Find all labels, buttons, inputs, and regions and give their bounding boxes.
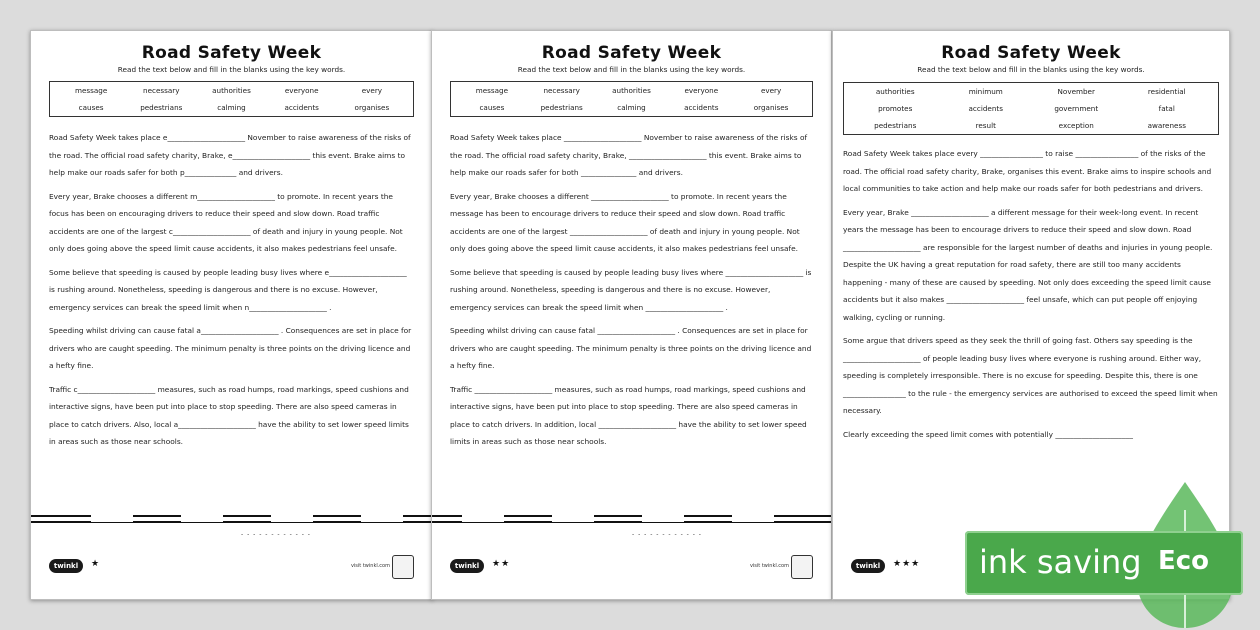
keyword: everyone <box>284 86 319 95</box>
keyword: message <box>475 86 509 95</box>
keyword: calming <box>617 103 646 112</box>
page-footer <box>450 553 813 583</box>
paragraph: Speeding whilst driving can cause fatal a_____________________ . Consequences are set in place for drivers who are caught speeding. The minimum penalty is three points on the driving licence and a hefty fine. <box>49 326 412 370</box>
keyword-box <box>450 81 813 117</box>
keyword: authorities <box>875 87 915 96</box>
keyword: every <box>760 86 782 95</box>
worksheet-instruction: Read the text below and fill in the blanks using the key words. <box>517 65 746 74</box>
worksheet-1-star <box>30 30 433 600</box>
road-dots: - - - - - - - - - - - - <box>241 531 311 538</box>
keyword: November <box>1057 87 1095 96</box>
keyword: promotes <box>878 104 913 113</box>
keyword: authorities <box>612 86 651 95</box>
keyword: accidents <box>684 103 719 112</box>
paragraph: Clearly exceeding the speed limit comes with potentially _____________________ <box>843 429 1133 439</box>
worksheet-title: Road Safety Week <box>141 43 322 63</box>
keyword-box <box>49 81 414 117</box>
quality-badge-icon <box>791 555 813 579</box>
eco-label: Eco <box>1158 546 1210 576</box>
difficulty-stars: ★★ <box>492 559 511 569</box>
twinkl-logo: twinkl <box>49 559 83 573</box>
paragraph: Traffic c_____________________ measures, such as road humps, road markings, speed cushions and interactive signs, have been put into place to stop speeding. There are also speed cameras in place to catch drivers. Also, local a_____________________ have the ability to set lower speed limits in areas such as those near schools. <box>49 384 409 446</box>
road-border <box>432 511 831 523</box>
difficulty-stars: ★★★ <box>893 559 921 569</box>
worksheet-body <box>450 129 813 451</box>
twinkl-logo: twinkl <box>851 559 885 573</box>
road-border <box>31 511 432 523</box>
road-dots: - - - - - - - - - - - - <box>632 531 702 538</box>
keyword: result <box>975 121 996 130</box>
keyword: pedestrians <box>874 121 917 130</box>
keyword: authorities <box>212 86 251 95</box>
paragraph: Every year, Brake _____________________ a different message for their week-long event. In recent years the message has been to encourage drivers to reduce their speed and slow down. Road _____________________ are responsible for the largest number of deaths and injuries in young people. Despite the UK having a great reputation for road safety, there are still too many accidents happening - many of these are caused by speeding. Not only does exceeding the speed limit cause accidents but it also makes _____________________ feel unsafe, which can put people off enjoying walking, cycling or running. <box>843 207 1213 322</box>
keyword: accidents <box>968 104 1003 113</box>
paragraph: Road Safety Week takes place e_____________________ November to raise awareness of the risks of the road. The official road safety charity, Brake, e_____________________ this event. Brake aims to help make our roads safer for both p______________ and drivers. <box>49 133 411 177</box>
page-footer <box>49 553 414 583</box>
paragraph: Speeding whilst driving can cause fatal _____________________ . Consequences are set in place for drivers who are caught speeding. The minimum penalty is three points on the driving licence and a hefty fine. <box>450 326 812 370</box>
paragraph: Traffic _____________________ measures, such as road humps, road markings, speed cushions and interactive signs, have been put into place to stop speeding. There are also speed cameras in place to catch drivers. In addition, local _____________________ have the ability to set lower speed limits in areas such as those near schools. <box>450 384 807 446</box>
worksheet-instruction: Read the text below and fill in the blanks using the key words. <box>117 65 346 74</box>
keyword: residential <box>1147 87 1186 96</box>
keyword: fatal <box>1158 104 1175 113</box>
keyword: calming <box>217 103 246 112</box>
worksheet-body <box>843 145 1219 443</box>
keyword: government <box>1054 104 1099 113</box>
keyword: everyone <box>684 86 719 95</box>
difficulty-stars: ★ <box>91 559 101 569</box>
worksheet-body <box>49 129 414 451</box>
twinkl-logo: twinkl <box>450 559 484 573</box>
keyword: accidents <box>284 103 319 112</box>
keyword: organises <box>753 103 789 112</box>
paragraph: Every year, Brake chooses a different m_____________________ to promote. In recent years the focus has been on encouraging drivers to reduce their speed and slow down. Road traffic accidents are one of the largest c_____________________ of death and injury in young people. Not only does going above the speed limit cause accidents, it also makes pedestrians feel unsafe. <box>49 191 403 253</box>
paragraph: Some believe that speeding is caused by people leading busy lives where e_____________________ is rushing around. Nonetheless, speeding is dangerous and there is no excuse. However, emergency services can break the speed limit when n_____________________ . <box>49 267 407 312</box>
ink-saving-label: ink saving <box>979 543 1142 581</box>
keyword: causes <box>479 103 505 112</box>
paragraph: Every year, Brake chooses a different _____________________ to promote. In recent years the message has been to encourage drivers to reduce their speed and slow down. Road traffic accidents are one of the largest _____________________ of death and injury in young people. Not only does going above the speed limit cause accidents, it also makes pedestrians feel unsafe. <box>450 191 800 253</box>
keyword: organises <box>354 103 390 112</box>
keyword: necessary <box>143 86 180 95</box>
worksheet-title: Road Safety Week <box>541 43 722 63</box>
keyword: necessary <box>543 86 580 95</box>
paragraph: Some believe that speeding is caused by people leading busy lives where _____________________ is rushing around. Nonetheless, speeding is dangerous and there is no excuse. However, emergency services can break the speed limit when _____________________ . <box>450 267 812 312</box>
worksheet-title: Road Safety Week <box>941 43 1121 63</box>
visit-text: visit twinkl.com <box>749 563 789 569</box>
quality-badge-icon <box>392 555 414 579</box>
visit-text: visit twinkl.com <box>350 563 390 569</box>
worksheet-instruction: Read the text below and fill in the blanks using the key words. <box>917 65 1145 74</box>
keyword: minimum <box>968 87 1003 96</box>
keyword: awareness <box>1147 121 1186 130</box>
keyword: message <box>74 86 108 95</box>
keyword-box <box>843 82 1219 135</box>
paragraph: Road Safety Week takes place _____________________ November to raise awareness of the risks of the road. The official road safety charity, Brake, _____________________ this event. Brake aims to help make our roads safer for both _______________ and drivers. <box>450 133 808 177</box>
keyword: pedestrians <box>140 103 183 112</box>
paragraph: Road Safety Week takes place every _________________ to raise _________________ of the risks of the road. The official road safety charity, Brake, organises this event. Brake aims to inspire schools and local communities to take action and help make our roads safer for both pedestrians and drivers. <box>843 149 1212 193</box>
keyword: exception <box>1058 121 1094 130</box>
paragraph: Some argue that drivers speed as they seek the thrill of going fast. Others say speeding is the _____________________ of people leading busy lives where everyone is rushing around. Either way, speeding is completely irresponsible. There is no excuse for speeding. Despite this, there is one _________________ to the rule - the emergency services are authorised to exceed the speed limit when necessary. <box>843 336 1218 415</box>
keyword: causes <box>78 103 104 112</box>
keyword: pedestrians <box>540 103 583 112</box>
worksheet-2-star <box>431 30 832 600</box>
keyword: every <box>361 86 383 95</box>
